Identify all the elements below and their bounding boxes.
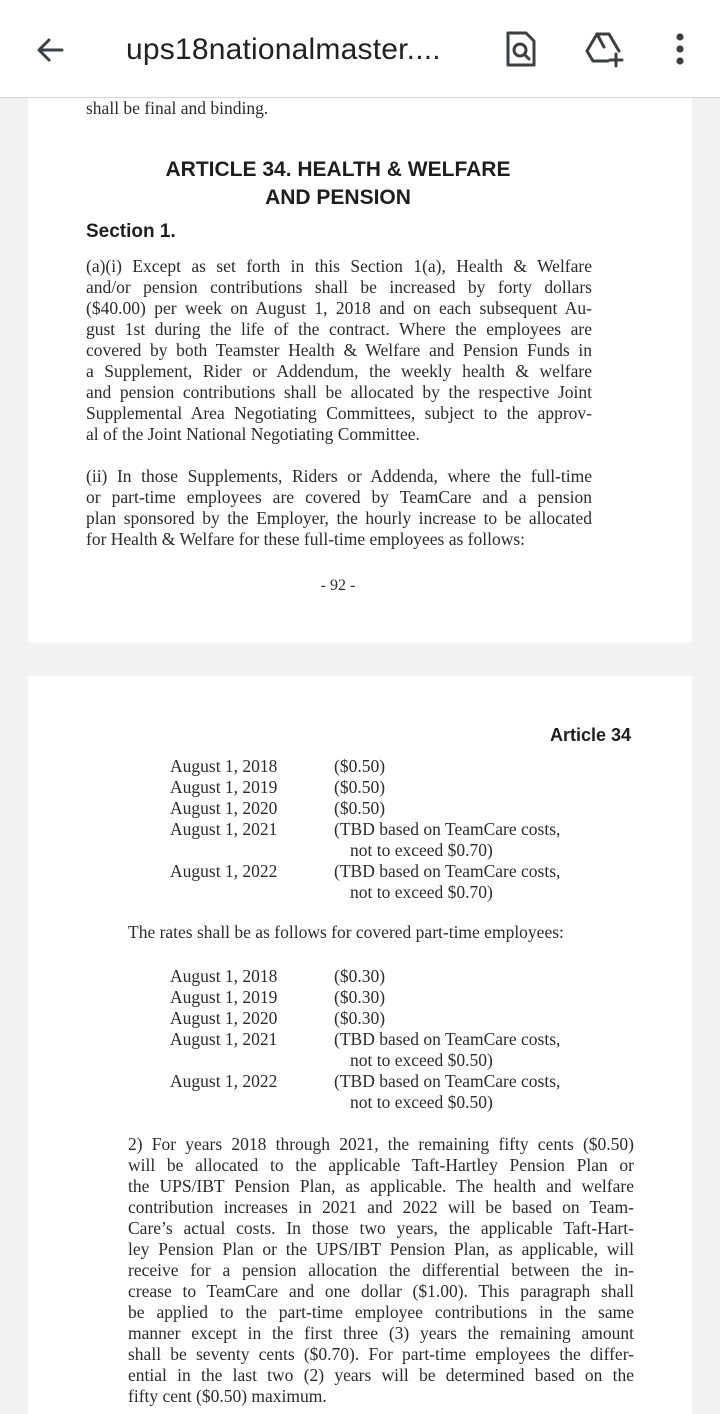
text-line: and pension contributions shall be allocated by the respective Joint (86, 382, 592, 402)
text-line: Supplemental Area Negotiating Committees, subject to the approv- (86, 403, 592, 423)
rate-value: ($0.30) (334, 966, 386, 986)
add-to-drive-icon (584, 30, 626, 68)
rate-value-continued: not to exceed $0.50) (350, 1092, 493, 1112)
text-line: manner except in the first three (3) years the remaining amount (128, 1323, 634, 1343)
text-line: and/or pension contributions shall be increased by forty dollars (86, 277, 592, 297)
rate-date: August 1, 2018 (170, 756, 278, 776)
text-line: ($40.00) per week on August 1, 2018 and on each subsequent Au- (86, 298, 592, 318)
paragraph-b (86, 466, 592, 550)
text-line: receive for a pension allocation the differential between the in- (128, 1260, 634, 1280)
rate-date: August 1, 2022 (170, 1071, 278, 1091)
arrow-back-icon (34, 34, 66, 66)
rate-date: August 1, 2018 (170, 966, 278, 986)
rate-value-continued: not to exceed $0.70) (350, 882, 493, 902)
text-line: be applied to the part-time employee contributions in the same (128, 1302, 634, 1322)
rate-date: August 1, 2021 (170, 1029, 278, 1049)
rate-value-continued: not to exceed $0.70) (350, 840, 493, 860)
pdf-page-92[interactable] (28, 98, 692, 643)
text-line: plan sponsored by the Employer, the hourly increase to be allocated (86, 508, 592, 528)
document-title: ups18nationalmaster.... (126, 33, 441, 66)
text-line: covered by both Teamster Health & Welfare and Pension Funds in (86, 340, 592, 360)
text-line: al of the Joint National Negotiating Committee. (86, 424, 420, 444)
text-line: will be allocated to the applicable Taft-Hartley Pension Plan or (128, 1155, 634, 1175)
text-line: or part-time employees are covered by TeamCare and a pension (86, 487, 592, 507)
article-title (28, 156, 648, 212)
text-line: fifty cent ($0.50) maximum. (128, 1386, 327, 1406)
rate-date: August 1, 2020 (170, 798, 278, 818)
rate-value: ($0.50) (334, 756, 386, 776)
rate-date: August 1, 2022 (170, 861, 278, 881)
fulltime-rates-table (28, 756, 692, 906)
text-line: shall be seventy cents ($0.70). For part-time employees the differ- (128, 1344, 634, 1364)
text-line: a Supplement, Rider or Addendum, the weekly health & welfare (86, 361, 592, 381)
running-header: Article 34 (550, 725, 632, 745)
rate-date: August 1, 2019 (170, 987, 278, 1007)
rate-value-continued: not to exceed $0.50) (350, 1050, 493, 1070)
page-number: - 92 - (320, 577, 356, 594)
parttime-rates-table (28, 966, 692, 1116)
rate-date: August 1, 2019 (170, 777, 278, 797)
rate-value: (TBD based on TeamCare costs, (334, 1029, 561, 1049)
add-to-drive-button[interactable] (582, 26, 628, 72)
rate-value: (TBD based on TeamCare costs, (334, 861, 561, 881)
rate-value: ($0.30) (334, 1008, 386, 1028)
text-line: contribution increases in 2021 and 2022 will be based on Team- (128, 1197, 634, 1217)
text-line: (a)(i) Except as set forth in this Section 1(a), Health & Welfare (86, 256, 592, 276)
rate-value: ($0.50) (334, 798, 386, 818)
pdf-page-93[interactable] (28, 676, 692, 1414)
find-in-page-button[interactable] (498, 26, 544, 72)
text-line: 2) For years 2018 through 2021, the remaining fifty cents ($0.50) (128, 1134, 634, 1154)
find-in-page-icon (504, 30, 538, 68)
parttime-intro: The rates shall be as follows for covered part-time employees: (128, 922, 564, 942)
rate-value: ($0.50) (334, 777, 386, 797)
text-line: for Health & Welfare for these full-time employees as follows: (86, 529, 526, 549)
text-line: crease to TeamCare and one dollar ($1.00). This paragraph shall (128, 1281, 634, 1301)
text-line: ley Pension Plan or the UPS/IBT Pension Plan, as applicable, will (128, 1239, 634, 1259)
paragraph-a (86, 256, 592, 445)
rate-date: August 1, 2021 (170, 819, 278, 839)
text-line: the UPS/IBT Pension Plan, as applicable. The health and welfare (128, 1176, 634, 1196)
text-line: ential in the last two (2) years will be determined based on the (128, 1365, 634, 1385)
more-vert-icon (674, 32, 686, 66)
more-options-button[interactable] (658, 26, 702, 72)
back-button[interactable] (28, 28, 72, 72)
rate-value: ($0.30) (334, 987, 386, 1007)
article-title-line: AND PENSION (265, 186, 411, 209)
article-title-line: ARTICLE 34. HEALTH & WELFARE (165, 158, 511, 181)
text-line: (ii) In those Supplements, Riders or Addenda, where the full-time (86, 466, 592, 486)
rate-date: August 1, 2020 (170, 1008, 278, 1028)
app-toolbar (0, 0, 720, 98)
top-text: shall be final and binding. (86, 98, 269, 118)
section-heading: Section 1. (86, 221, 176, 242)
text-line: gust 1st during the life of the contract. Where the employees are (86, 319, 592, 339)
rate-value: (TBD based on TeamCare costs, (334, 1071, 561, 1091)
paragraph-2 (128, 1134, 634, 1407)
rate-value: (TBD based on TeamCare costs, (334, 819, 561, 839)
text-line: Care’s actual costs. In those two years, the applicable Taft-Hart- (128, 1218, 634, 1238)
